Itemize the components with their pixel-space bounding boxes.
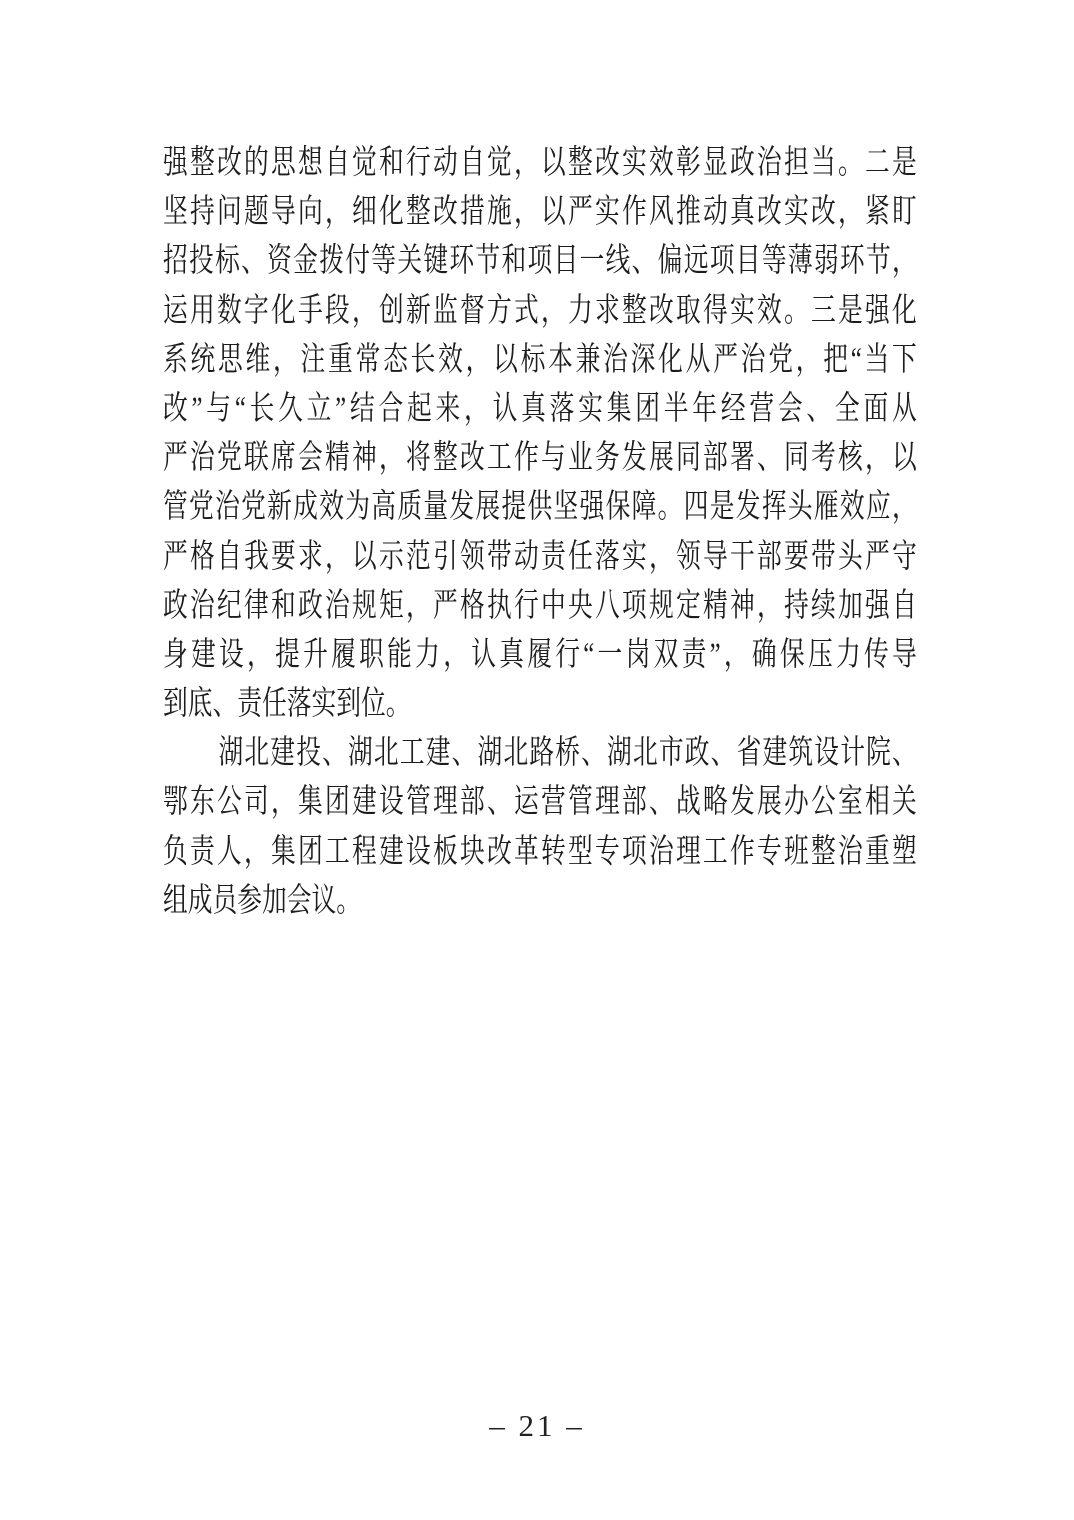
document-body — [163, 139, 917, 926]
page-number: – 21 – — [489, 1408, 585, 1443]
text-line: 管党治党新成效为高质量发展提供坚强保障。四是发挥头雁效应， — [163, 489, 917, 526]
text-line: 招投标、资金拨付等关键环节和项目一线、偏远项目等薄弱环节， — [163, 243, 917, 280]
text-line: 严治党联席会精神，将整改工作与业务发展同部署、同考核，以 — [163, 440, 917, 477]
text-line: 改”与“长久立”结合起来，认真落实集团半年经营会、全面从 — [163, 390, 917, 427]
text-line: 严格自我要求，以示范引领带动责任落实，领导干部要带头严守 — [163, 538, 917, 575]
paragraph — [163, 139, 917, 729]
text-line: 组成员参加会议。 — [163, 882, 361, 919]
text-line: 到底、责任落实到位。 — [163, 686, 411, 723]
text-line: 鄂东公司，集团建设管理部、运营管理部、战略发展办公室相关 — [163, 784, 917, 821]
text-line: 坚持问题导向，细化整改措施，以严实作风推动真改实改，紧盯 — [163, 194, 917, 231]
paragraph — [163, 729, 917, 926]
text-line: 负责人，集团工程建设板块改革转型专项治理工作专班整治重塑 — [163, 833, 917, 870]
text-line: 运用数字化手段，创新监督方式，力求整改取得实效。三是强化 — [163, 292, 917, 329]
text-line: 政治纪律和政治规矩，严格执行中央八项规定精神，持续加强自 — [163, 587, 917, 624]
text-line: 身建设，提升履职能力，认真履行“一岗双责”，确保压力传导 — [163, 636, 917, 673]
text-line: 湖北建投、湖北工建、湖北路桥、湖北市政、省建筑设计院、 — [218, 735, 917, 772]
text-line: 系统思维，注重常态长效，以标本兼治深化从严治党，把“当下 — [163, 341, 917, 378]
text-line: 强整改的思想自觉和行动自觉，以整改实效彰显政治担当。二是 — [163, 145, 917, 181]
